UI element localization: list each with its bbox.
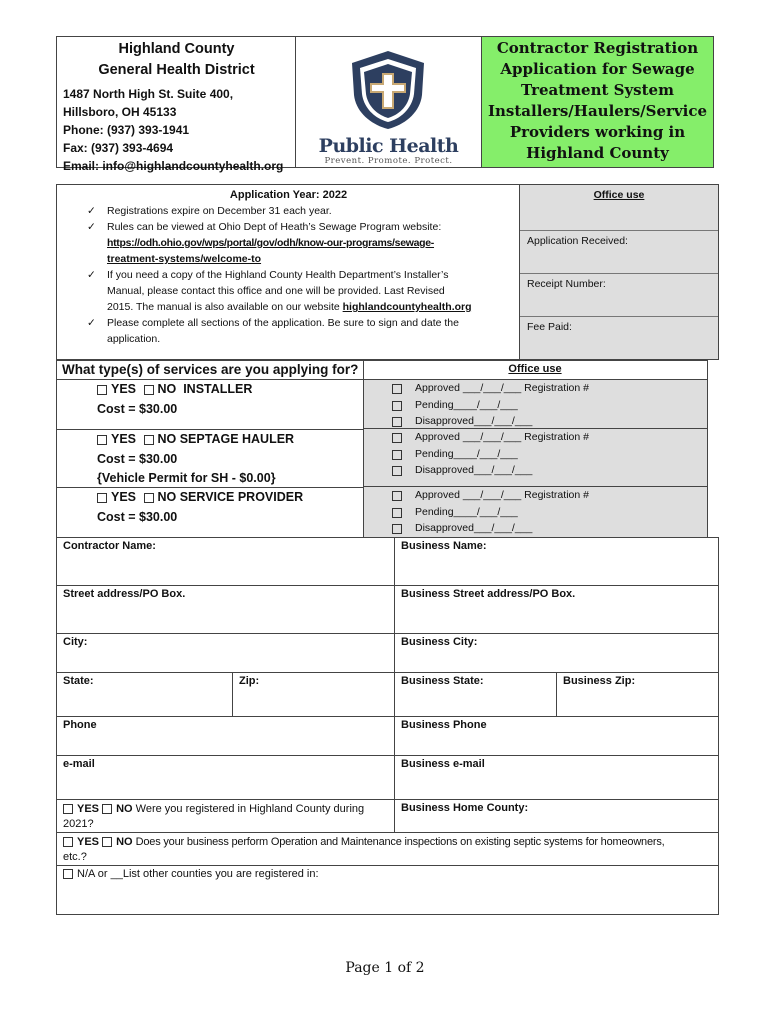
approved-checkbox[interactable] <box>392 384 402 394</box>
business-home-county-field[interactable] <box>394 799 719 833</box>
installer-label: INSTALLER <box>183 382 253 396</box>
registered-question-text-cont: 2021? <box>63 818 94 830</box>
status-approved <box>364 487 707 504</box>
state-field[interactable] <box>56 672 233 717</box>
disapproved-checkbox[interactable] <box>392 524 402 534</box>
septage-no-checkbox[interactable] <box>144 435 154 445</box>
application-info <box>56 184 520 360</box>
installer-office-status <box>363 380 708 429</box>
no-label: NO <box>116 803 133 815</box>
check-icon: ✓ <box>87 205 96 217</box>
fee-paid-field: Fee Paid: <box>527 321 572 333</box>
business-state-field[interactable] <box>394 672 557 717</box>
provider-office-status <box>363 487 708 538</box>
status-approved <box>364 429 707 446</box>
status-disapproved <box>364 413 707 430</box>
approved-checkbox[interactable] <box>392 491 402 501</box>
state-label: State: <box>63 675 94 687</box>
septage-hauler-option <box>56 429 364 487</box>
check-icon: ✓ <box>87 317 96 329</box>
business-home-county-label: Business Home County: <box>401 802 529 814</box>
other-counties-field[interactable] <box>56 865 719 915</box>
business-state-label: Business State: <box>401 675 484 687</box>
street-address-label: Street address/PO Box. <box>63 588 186 600</box>
form-title-line: Providers working in <box>509 123 686 141</box>
service-provider-option <box>56 487 364 538</box>
form-title-line: Application for Sewage <box>500 60 695 78</box>
office-use-title: Office use <box>520 185 718 231</box>
registered-question-text: Were you registered in Highland County during <box>135 803 365 815</box>
business-name-label: Business Name: <box>401 540 487 552</box>
status-pending-text: Pending____/___/___ <box>415 398 518 411</box>
business-city-label: Business City: <box>401 636 478 648</box>
na-checkbox[interactable] <box>63 869 73 879</box>
odh-sewage-link[interactable]: https://odh.ohio.gov/wps/portal/gov/odh/know-our-programs/sewage- <box>107 237 435 249</box>
logo-tagline: Prevent. Promote. Protect. <box>324 156 453 166</box>
status-pending <box>364 397 707 414</box>
phone-field[interactable] <box>56 716 395 756</box>
services-office-use-title: Office use <box>363 360 708 380</box>
business-city-field[interactable] <box>394 633 719 673</box>
provider-yes-checkbox[interactable] <box>97 493 107 503</box>
bullet-text: If you need a copy of the Highland County Health Department’s Installer’s <box>107 269 449 281</box>
registered-2021-question <box>56 799 395 833</box>
info-bullet <box>57 219 520 267</box>
phone-line: Phone: (937) 393-1941 <box>63 123 190 137</box>
status-pending <box>364 504 707 521</box>
septage-hauler-label: NO SEPTAGE HAULER <box>157 432 295 446</box>
business-name-field[interactable] <box>394 537 719 586</box>
city-label: City: <box>63 636 88 648</box>
pending-checkbox[interactable] <box>392 450 402 460</box>
office-use-box <box>519 184 719 360</box>
zip-field[interactable] <box>232 672 395 717</box>
yes-label: YES <box>111 382 137 396</box>
bullet-text: application. <box>107 333 161 345</box>
public-health-shield-icon <box>348 49 428 131</box>
info-bullet <box>57 267 520 315</box>
vehicle-permit-cost: {Vehicle Permit for SH - $0.00} <box>97 471 276 485</box>
installer-choice-line <box>57 380 364 400</box>
form-title-line: Highland County <box>526 144 669 162</box>
septage-yes-checkbox[interactable] <box>97 435 107 445</box>
status-disapproved-text: Disapproved___/___/___ <box>415 415 533 427</box>
contractor-name-label: Contractor Name: <box>63 540 156 552</box>
form-title <box>482 38 713 164</box>
business-email-label: Business e-mail <box>401 758 485 770</box>
status-disapproved-text: Disapproved___/___/___ <box>415 522 533 534</box>
email-label: e-mail <box>63 758 95 770</box>
provider-no-checkbox[interactable] <box>144 493 154 503</box>
status-approved <box>364 380 707 397</box>
septage-office-status <box>363 429 708 487</box>
address-line: Hillsboro, OH 45133 <box>63 105 177 119</box>
pending-checkbox[interactable] <box>392 401 402 411</box>
installer-yes-checkbox[interactable] <box>97 385 107 395</box>
bullet-text: 2015. The manual is also available on our website <box>107 301 343 313</box>
agency-contact-block <box>56 36 296 173</box>
status-pending-text: Pending____/___/___ <box>415 505 518 518</box>
no-label: NO <box>116 836 133 848</box>
agency-address <box>57 85 296 175</box>
status-pending-text: Pending____/___/___ <box>415 447 518 460</box>
business-email-field[interactable] <box>394 755 719 800</box>
agency-name-line: General Health District <box>98 62 255 78</box>
disapproved-checkbox[interactable] <box>392 417 402 427</box>
contractor-name-field[interactable] <box>56 537 395 586</box>
installer-no-checkbox[interactable] <box>144 385 154 395</box>
zip-label: Zip: <box>239 675 260 687</box>
status-pending <box>364 446 707 463</box>
info-bullet <box>57 203 520 219</box>
services-question: What type(s) of services are you applying for? <box>56 360 364 380</box>
bullet-text: Registrations expire on December 31 each year. <box>107 205 332 217</box>
installer-option <box>56 380 364 429</box>
om-question-text-cont: etc.? <box>63 851 87 863</box>
other-counties-label: N/A or __List other counties you are registered in: <box>77 868 319 880</box>
septage-choice-line <box>57 430 364 450</box>
odh-sewage-link-cont[interactable]: treatment-systems/welcome-to <box>107 253 262 265</box>
business-zip-field[interactable] <box>556 672 719 717</box>
status-approved-text: Approved ___/___/___ Registration # <box>415 382 589 394</box>
status-disapproved <box>364 462 707 479</box>
registered-no-checkbox[interactable] <box>102 804 112 814</box>
om-question-text: Does your business perform Operation and Maintenance inspections on existing septic systems for homeowners, <box>135 836 665 848</box>
yes-label: YES <box>111 490 137 504</box>
form-title-line: Installers/Haulers/Service <box>487 102 708 120</box>
registered-yes-checkbox[interactable] <box>63 804 73 814</box>
business-phone-label: Business Phone <box>401 719 487 731</box>
bullet-text: Manual, please contact this office and one will be provided. Last Revised <box>107 285 445 297</box>
agency-name-line: Highland County <box>118 41 235 57</box>
provider-choice-line <box>57 488 364 508</box>
email-line: Email: info@highlandcountyhealth.org <box>63 159 284 173</box>
public-health-logo <box>295 36 481 168</box>
agency-name <box>57 39 296 81</box>
check-icon: ✓ <box>87 269 96 281</box>
receipt-number-field: Receipt Number: <box>520 274 718 317</box>
info-bullet <box>57 315 520 347</box>
bullet-text: Please complete all sections of the application. Be sure to sign and date the <box>107 317 459 329</box>
form-title-line: Contractor Registration <box>496 39 699 57</box>
om-no-checkbox[interactable] <box>102 837 112 847</box>
yes-label: YES <box>77 803 100 815</box>
phone-label: Phone <box>63 719 97 731</box>
fax-line: Fax: (937) 393-4694 <box>63 141 174 155</box>
business-street-label: Business Street address/PO Box. <box>401 588 576 600</box>
approved-checkbox[interactable] <box>392 433 402 443</box>
septage-cost: Cost = $30.00 <box>97 451 178 466</box>
yes-label: YES <box>77 836 100 848</box>
street-address-field[interactable] <box>56 585 395 634</box>
form-title-line: Treatment System <box>521 81 674 99</box>
om-yes-checkbox[interactable] <box>63 837 73 847</box>
website-link[interactable]: highlandcountyhealth.org <box>342 301 472 313</box>
installer-cost: Cost = $30.00 <box>97 401 178 416</box>
form-title-block <box>481 36 714 168</box>
check-icon: ✓ <box>87 221 96 233</box>
email-field[interactable] <box>56 755 395 800</box>
application-received-field: Application Received: <box>520 231 718 274</box>
page-number: Page 1 of 2 <box>345 960 425 976</box>
application-year: Application Year: 2022 <box>229 189 348 201</box>
business-street-field[interactable] <box>394 585 719 634</box>
bullet-text: Rules can be viewed at Ohio Dept of Heath’s Sewage Program website: <box>107 221 442 233</box>
om-inspections-question <box>56 832 719 866</box>
no-label: NO <box>157 382 177 396</box>
status-approved-text: Approved ___/___/___ Registration # <box>415 431 589 443</box>
service-provider-label: NO SERVICE PROVIDER <box>157 490 304 504</box>
status-disapproved-text: Disapproved___/___/___ <box>415 464 533 476</box>
disapproved-checkbox[interactable] <box>392 466 402 476</box>
yes-label: YES <box>111 432 137 446</box>
status-approved-text: Approved ___/___/___ Registration # <box>415 489 589 501</box>
city-field[interactable] <box>56 633 395 673</box>
logo-title: Public Health <box>318 135 459 157</box>
status-disapproved <box>364 520 707 537</box>
business-phone-field[interactable] <box>394 716 719 756</box>
pending-checkbox[interactable] <box>392 508 402 518</box>
business-zip-label: Business Zip: <box>563 675 636 687</box>
provider-cost: Cost = $30.00 <box>97 509 178 524</box>
address-line: 1487 North High St. Suite 400, <box>63 87 234 101</box>
